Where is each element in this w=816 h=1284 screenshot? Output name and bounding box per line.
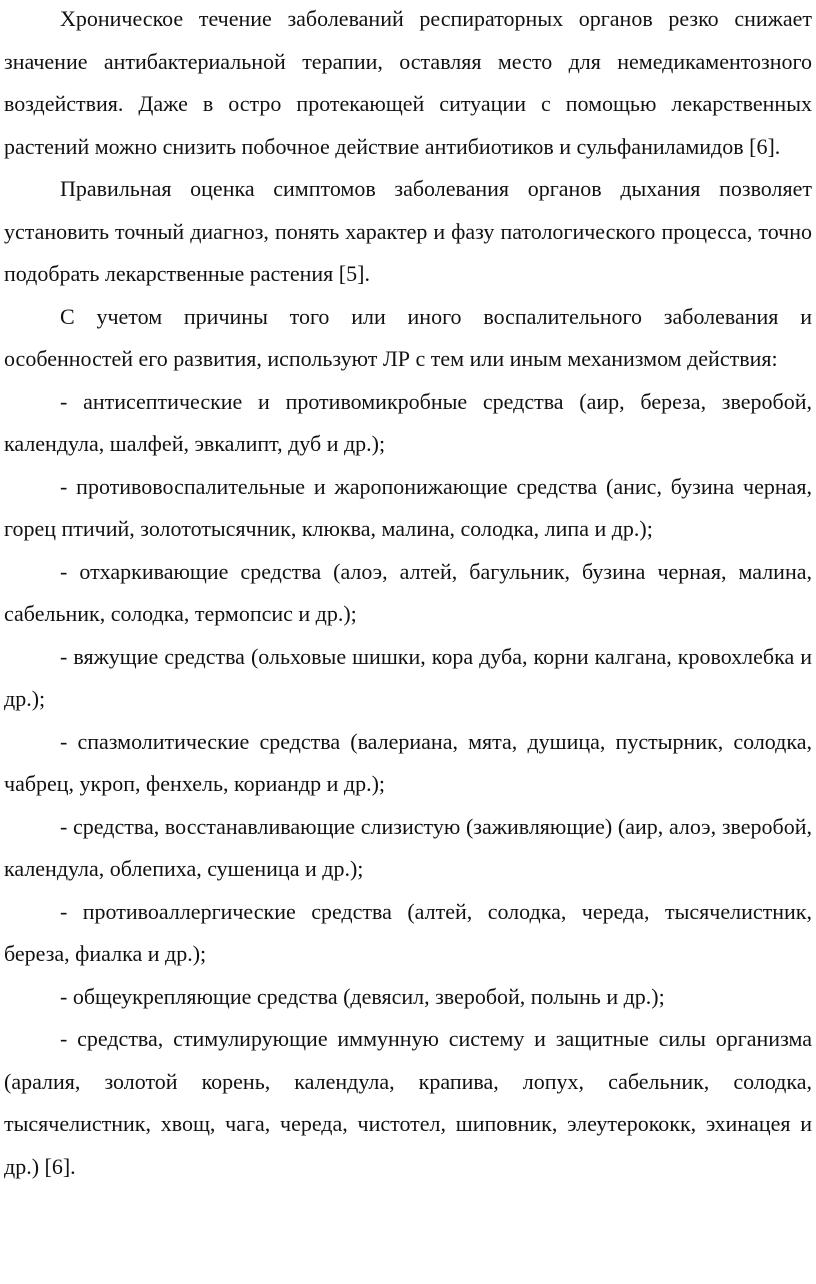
document-page xyxy=(4,0,812,1188)
list-item-tonic: - общеукрепляющие средства (девясил, зверобой, полынь и др.); xyxy=(60,983,665,1009)
list-item-antispasmodic: - спазмолитические средства (валериана, мята, душица, пустырник, солодка, чабрец, укроп, фенхель, кориандр и др.); xyxy=(4,728,812,796)
list-item-antiallergic: - противоаллергические средства (алтей, солодка, череда, тысячелистник, береза, фиалка и др.); xyxy=(4,898,812,966)
list-item-astringent: - вяжущие средства (ольховые шишки, кора дуба, корни калгана, кровохлебка и др.); xyxy=(4,643,812,711)
list-item-immunostimulant: - средства, стимулирующие иммунную систему и защитные силы организма (аралия, золотой корень, календула, крапива, лопух, сабельник, солодка, тысячелистник, хвощ, чага, череда, чистотел, шиповник, элеутерококк, эхинацея и др.) [6]. xyxy=(4,1026,812,1179)
paragraph-intro: Хроническое течение заболеваний респираторных органов резко снижает значение антибактериальной терапии, оставляя место для немедикаментозного воздействия. Даже в остро протекающей ситуации с помощью лекарственных растений можно снизить побочное действие антибиотиков и сульфаниламидов [6]. xyxy=(4,6,812,159)
paragraph-diagnosis: Правильная оценка симптомов заболевания органов дыхания позволяет установить точный диагноз, понять характер и фазу патологического процесса, точно подобрать лекарственные растения [5]. xyxy=(4,176,812,286)
paragraph-mechanisms: С учетом причины того или иного воспалительного заболевания и особенностей его развития, используют ЛР с тем или иным механизмом действия: xyxy=(4,303,812,371)
list-item-antiseptic: - антисептические и противомикробные средства (аир, береза, зверобой, календула, шалфей, эвкалипт, дуб и др.); xyxy=(4,388,812,456)
list-item-mucosa-restoring: - средства, восстанавливающие слизистую (заживляющие) (аир, алоэ, зверобой, календула, облепиха, сушеница и др.); xyxy=(4,813,812,881)
list-item-anti-inflammatory: - противовоспалительные и жаропонижающие средства (анис, бузина черная, горец птичий, золототысячник, клюква, малина, солодка, липа и др.); xyxy=(4,473,812,541)
list-item-expectorant: - отхаркивающие средства (алоэ, алтей, багульник, бузина черная, малина, сабельник, солодка, термопсис и др.); xyxy=(4,558,812,626)
